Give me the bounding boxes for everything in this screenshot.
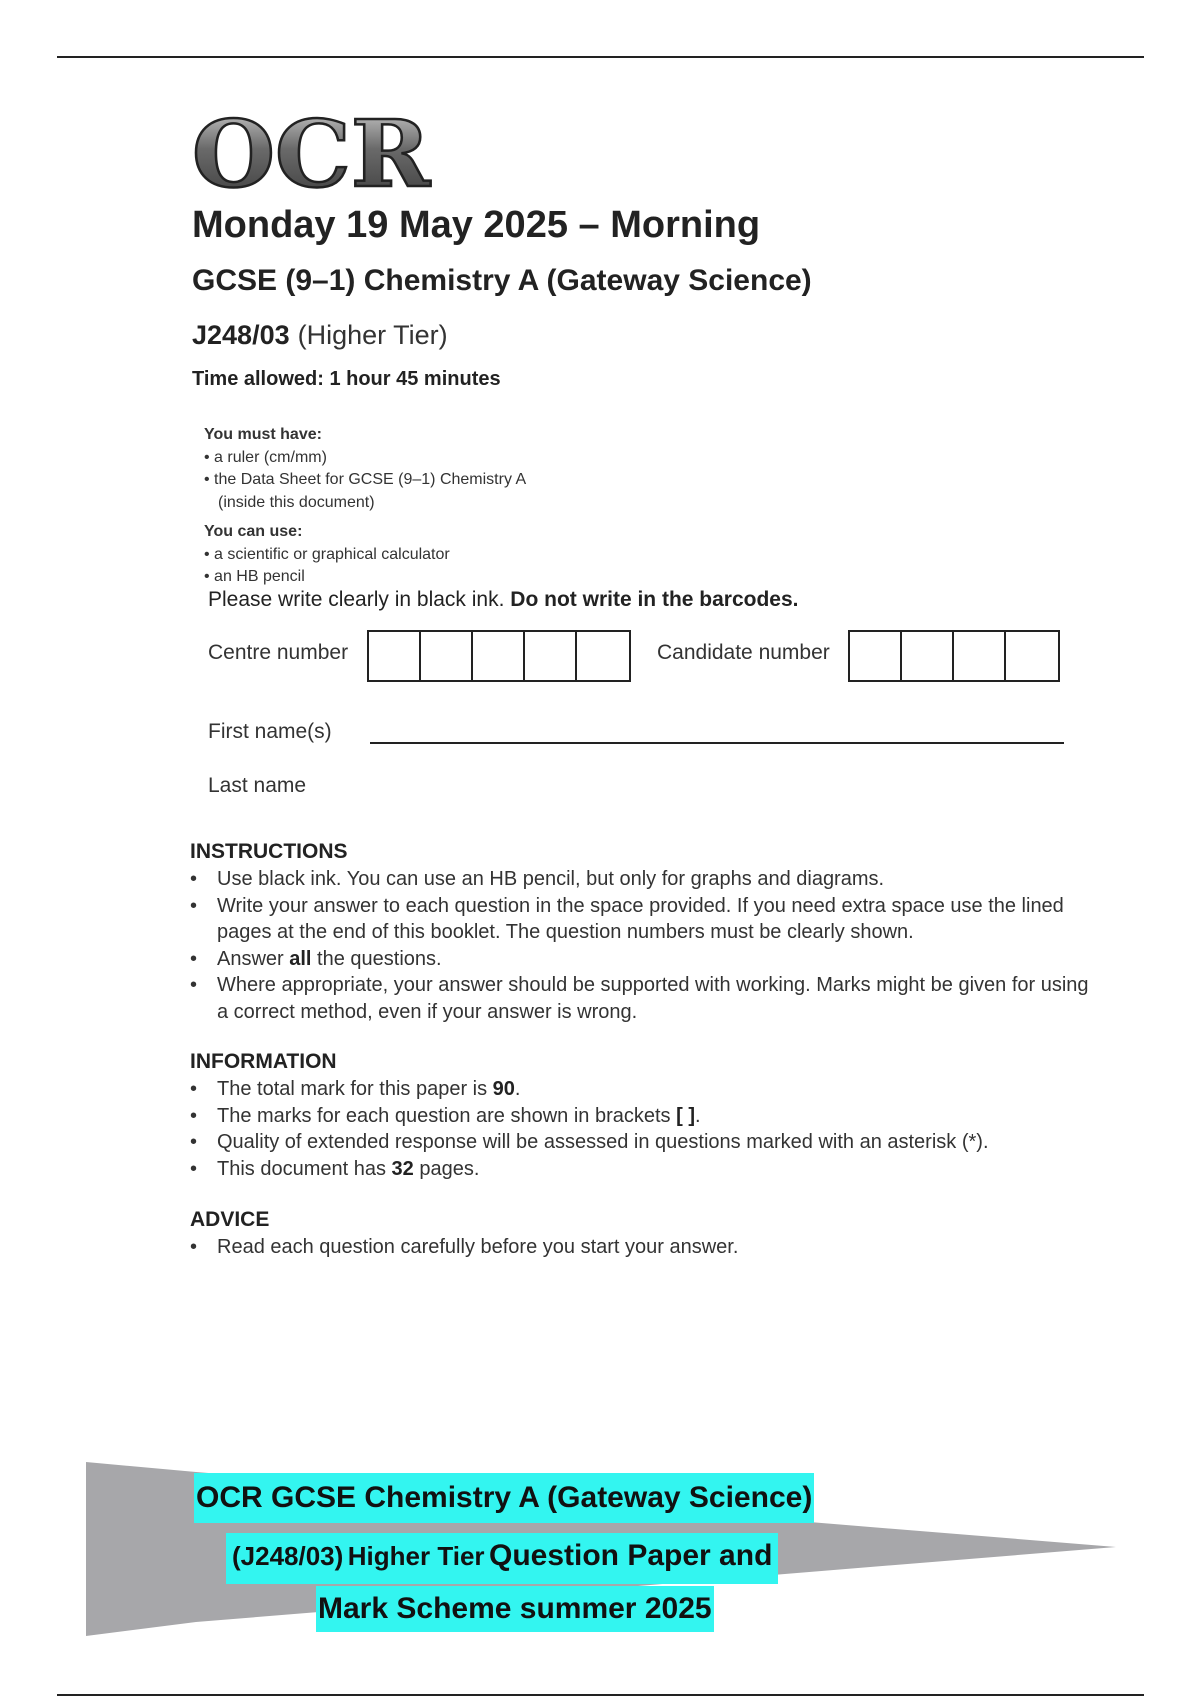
first-name-field[interactable] [370, 742, 1064, 744]
tier-label: (Higher Tier) [297, 320, 448, 350]
top-rule [57, 56, 1144, 58]
information-heading: INFORMATION [190, 1050, 337, 1073]
last-name-label: Last name [208, 774, 307, 797]
time-allowed: Time allowed: 1 hour 45 minutes [192, 368, 501, 390]
information-list [190, 1076, 1090, 1182]
must-have-section [204, 424, 526, 514]
banner-code: (J248/03) [232, 1541, 344, 1571]
candidate-number-label: Candidate number [657, 641, 830, 664]
instruction-item: • Answer all the questions. [190, 946, 1090, 973]
information-item: • The marks for each question are shown in brackets [ ]. [190, 1103, 1090, 1130]
exam-date-title: Monday 19 May 2025 – Morning [192, 204, 761, 246]
information-item: • Quality of extended response will be assessed in questions marked with an asterisk (*). [190, 1129, 1090, 1156]
centre-number-label: Centre number [208, 641, 349, 664]
must-have-item: (inside this document) [218, 493, 375, 511]
digit-box[interactable] [954, 632, 1006, 680]
digit-box[interactable] [525, 632, 577, 680]
information-item: • This document has 32 pages. [190, 1156, 1090, 1183]
digit-box[interactable] [369, 632, 421, 680]
instruction-item: • Where appropriate, your answer should be supported with working. Marks might be given for using a correct method, even if your answer is wrong. [190, 972, 1090, 1025]
banner-question-paper: Question Paper and [489, 1539, 773, 1572]
must-have-item: • the Data Sheet for GCSE (9–1) Chemistry A [204, 471, 527, 488]
paper-code-line [192, 320, 448, 351]
subject-title: GCSE (9–1) Chemistry A (Gateway Science) [192, 264, 812, 297]
information-item: • The total mark for this paper is 90. [190, 1076, 1090, 1103]
banner-tier: Higher Tier [347, 1541, 485, 1571]
digit-box[interactable] [577, 632, 629, 680]
digit-box[interactable] [850, 632, 902, 680]
ocr-logo [192, 112, 442, 196]
first-name-label: First name(s) [208, 720, 332, 743]
digit-box[interactable] [902, 632, 954, 680]
banner-line-1: OCR GCSE Chemistry A (Gateway Science) [194, 1473, 814, 1523]
advice-heading: ADVICE [190, 1208, 270, 1231]
instruction-item: • Write your answer to each question in the space provided. If you need extra space use the lined pages at the end of this booklet. The question numbers must be clearly shown. [190, 893, 1090, 946]
advice-list [190, 1234, 1090, 1261]
instructions-heading: INSTRUCTIONS [190, 840, 348, 863]
can-use-item: • a scientific or graphical calculator [204, 545, 450, 563]
digit-box[interactable] [1006, 632, 1058, 680]
can-use-item: • an HB pencil [204, 568, 305, 585]
digit-box[interactable] [473, 632, 525, 680]
can-use-heading: You can use: [204, 523, 303, 540]
advice-item: • Read each question carefully before you start your answer. [190, 1234, 1090, 1261]
bottom-rule [57, 1694, 1144, 1696]
write-clearly-text: Please write clearly in black ink. [208, 588, 505, 611]
must-have-heading: You must have: [204, 426, 322, 443]
write-clearly-note [208, 588, 799, 612]
instructions-list [190, 866, 1090, 1025]
ocr-logo-text: OCR [192, 112, 431, 196]
candidate-number-boxes[interactable] [848, 630, 1060, 682]
digit-box[interactable] [421, 632, 473, 680]
centre-number-boxes[interactable] [367, 630, 631, 682]
paper-code: J248/03 [192, 320, 290, 350]
barcode-warning: Do not write in the barcodes. [510, 588, 799, 611]
instruction-item: • Use black ink. You can use an HB pencil, but only for graphs and diagrams. [190, 866, 1090, 893]
can-use-section [204, 521, 450, 589]
banner-line-3: Mark Scheme summer 2025 [316, 1586, 714, 1632]
banner-line-2 [226, 1533, 778, 1584]
must-have-item: • a ruler (cm/mm) [204, 448, 327, 466]
